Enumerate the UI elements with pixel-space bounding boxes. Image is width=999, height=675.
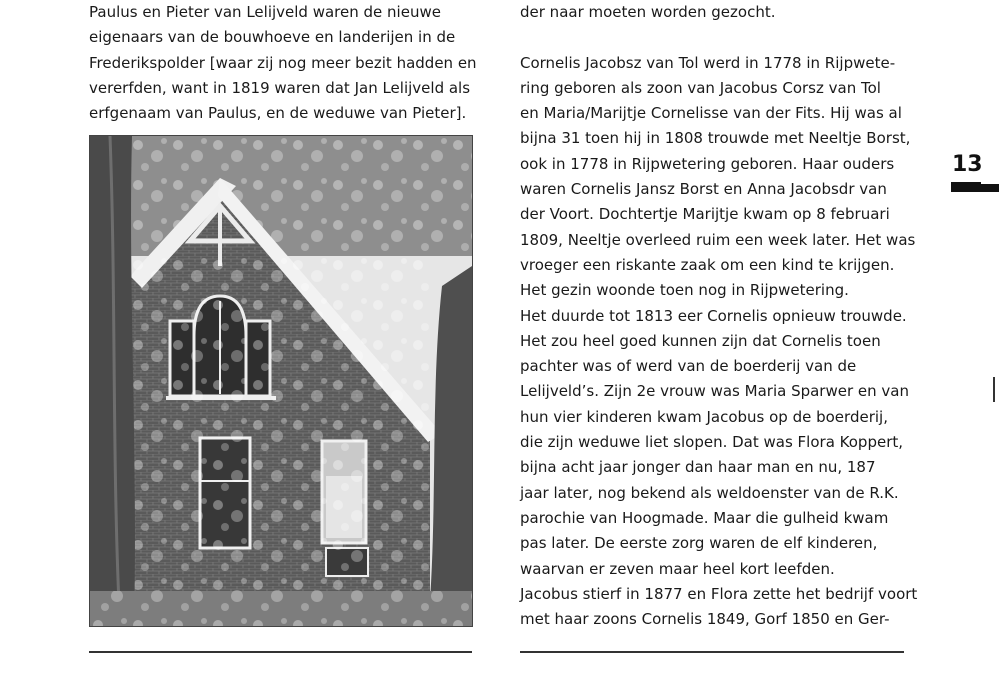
text-line: hun vier kinderen kwam Jacobus op de boerderij,: [520, 407, 888, 426]
text-line: waarvan er zeven maar heel kort leefden.: [520, 559, 835, 578]
farmhouse-photo-icon: [90, 136, 472, 626]
text-line: bijna acht jaar jonger dan haar man en nu, 187: [520, 458, 876, 477]
text-line: vroeger een riskante zaak om een kind te krijgen.: [520, 255, 895, 274]
page-number-tab: [951, 184, 999, 192]
text-line: ring geboren als zoon van Jacobus Corsz van Tol: [520, 78, 881, 97]
text-line: waren Cornelis Jansz Borst en Anna Jacobsdr van: [520, 180, 887, 199]
text-line: 1809, Neeltje overleed ruim een week later. Het was: [520, 230, 916, 249]
text-line: Cornelis Jacobsz van Tol werd in 1778 in Rijpwete-: [520, 53, 896, 72]
text-line: bijna 31 toen hij in 1808 trouwde met Neeltje Borst,: [520, 129, 911, 148]
text-line: met haar zoons Cornelis 1849, Gorf 1850 en Ger-: [520, 610, 890, 629]
right-text-column: [520, 0, 918, 632]
text-line: Lelijveld’s. Zijn 2e vrouw was Maria Sparwer en van: [520, 382, 909, 401]
text-line: Het gezin woonde toen nog in Rijpwetering.: [520, 281, 849, 300]
text-line: pas later. De eerste zorg waren de elf kinderen,: [520, 534, 878, 553]
text-line: vererfden, want in 1819 waren dat Jan Lelijveld als: [89, 78, 471, 97]
text-line: der naar moeten worden gezocht.: [520, 3, 776, 21]
text-line: Paulus en Pieter van Lelijveld waren de nieuwe: [89, 3, 441, 21]
page-number: 13: [952, 152, 983, 177]
text-line: en Maria/Marijtje Cornelisse van der Fits. Hij was al: [520, 104, 902, 123]
text-line: parochie van Hoogmade. Maar die gulheid kwam: [520, 508, 889, 527]
right-bottom-rule: [520, 651, 904, 653]
text-line: erfgenaam van Paulus, en de weduwe van Pieter].: [89, 104, 467, 123]
text-line: jaar later, nog bekend als weldoenster van de R.K.: [520, 483, 899, 502]
text-line: der Voort. Dochtertje Marijtje kwam op 8 februari: [520, 205, 890, 224]
text-line: Het duurde tot 1813 eer Cornelis opnieuw trouwde.: [520, 306, 907, 325]
text-line: ook in 1778 in Rijpwetering geboren. Haar ouders: [520, 154, 895, 173]
text-line: Frederikspolder [waar zij nog meer bezit hadden en: [89, 53, 477, 72]
text-line: pachter was of werd van de boerderij van de: [520, 357, 857, 376]
left-text-column: [89, 0, 479, 126]
text-line: [520, 25, 910, 50]
text-line: eigenaars van de bouwhoeve en landerijen in de: [89, 28, 456, 47]
text-line: Het zou heel goed kunnen zijn dat Cornelis toen: [520, 331, 881, 350]
farmhouse-photo: [89, 135, 473, 627]
text-line: Jacobus stierf in 1877 en Flora zette het bedrijf voort: [520, 584, 918, 603]
left-bottom-rule: [89, 651, 472, 653]
text-line: die zijn weduwe liet slopen. Dat was Flora Koppert,: [520, 433, 904, 452]
page-edge-mark: [993, 377, 995, 402]
